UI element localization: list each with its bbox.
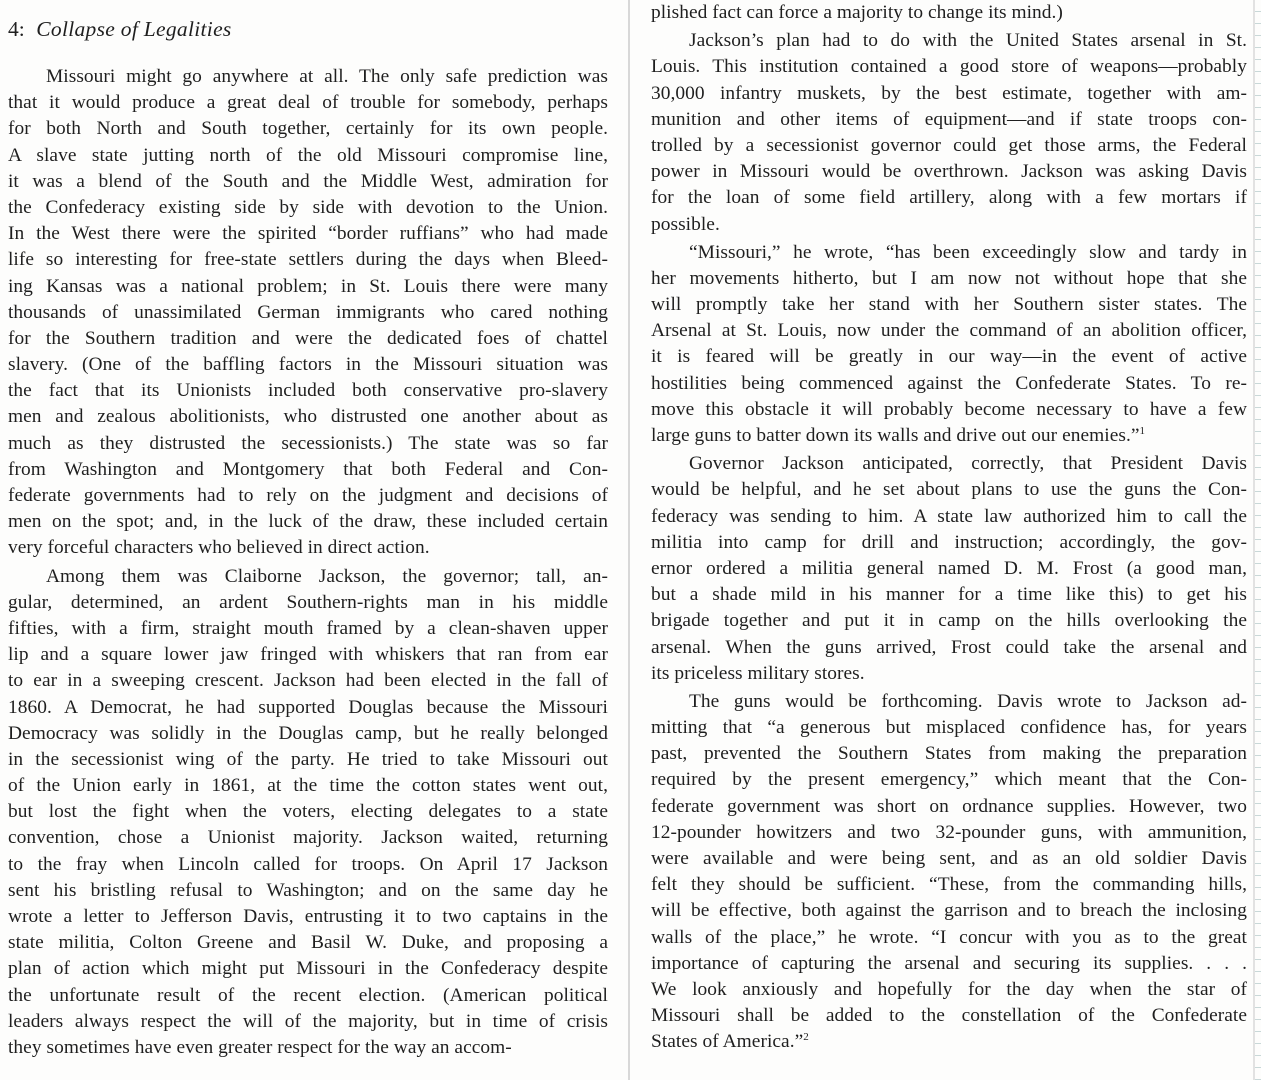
text-line: 1860. A Democrat, he had supported Douglas because the Missouri [8,696,608,718]
chapter-number: 4: [8,17,25,41]
text-line: from Washington and Montgomery that both Federal and Con- [8,458,608,480]
paragraph [8,564,608,1062]
text-line: Governor Jackson anticipated, correctly, that President Davis [689,453,1247,475]
text-line: federacy was sending to him. A state law authorized him to call the [651,505,1247,527]
text-line: brigade together and put it in camp on the hills overlooking the [651,610,1247,632]
text-line: men on the spot; and, in the luck of the draw, these included certain [8,511,608,533]
text-line: slavery. (One of the baffling factors in the Missouri situation was [8,354,608,376]
text-line: for both North and South together, certainly for its own people. [8,118,608,140]
text-line: militia into camp for drill and instruction; accordingly, the gov- [651,531,1247,553]
text-line: will be effective, both against the garrison and to breach the inclosing [651,900,1247,922]
paragraph [8,64,608,562]
text-line: but lost the fight when the voters, electing delegates to a state [8,801,608,823]
chapter-heading [8,0,608,58]
text-line: her movements hitherto, but I am now not without hope that she [651,267,1247,289]
paragraph [651,240,1247,450]
text-line: Among them was Claiborne Jackson, the governor; tall, an- [46,565,608,587]
text-line: Missouri might go anywhere at all. The only safe prediction was [46,66,608,87]
text-line: In the West there were the spirited “border ruffians” who had made [8,223,608,245]
text-line: large guns to batter down its walls and drive out our enemies.”$^1$ [651,425,1146,446]
text-line: very forceful characters who believed in direct action. [8,537,430,559]
text-line: arsenal. When the guns arrived, Frost could take the arsenal and [651,636,1247,658]
text-line: plished fact can force a majority to change its mind.) [651,2,1063,23]
text-line: required by the present emergency,” which meant that the Con- [651,769,1247,791]
right-column [651,0,1247,1056]
text-line: ing Kansas was a national problem; in St. Louis there were many [8,275,608,297]
text-line: ernor ordered a militia general named D. M. Frost (a good man, [651,557,1247,579]
text-line: much as they distrusted the secessionists.) The state was so far [8,432,608,454]
text-line: leaders always respect the will of the majority, but in time of crisis [8,1010,608,1032]
text-line: move this obstacle it will probably become necessary to have a few [651,398,1247,420]
text-line: men and zealous abolitionists, who distrusted one another about as [8,406,608,428]
text-line: fifties, with a firm, straight mouth framed by a clean-shaven upper [8,617,608,639]
chapter-title: Collapse of Legalities [36,17,232,41]
text-line: sent his bristling refusal to Washington; and on the same day he [8,879,608,901]
text-line: of the Union early in 1861, at the time the cotton states went out, [8,775,608,797]
text-line: were available and were being sent, and as an old soldier Davis [651,848,1247,869]
text-line: hostilities being commenced against the Confederate States. To re- [651,372,1247,394]
text-line: walls of the place,” he wrote. “I concur with you as to the great [651,926,1247,948]
text-line: will promptly take her stand with her Southern sister states. The [651,294,1247,316]
text-line: the Confederacy existing side by side with devotion to the Union. [8,196,608,218]
column-gutter-shadow [628,0,630,1080]
text-line: to the fray when Lincoln called for troops. On April 17 Jackson [8,853,608,875]
text-line: felt they should be sufficient. “These, from the commanding hills, [651,874,1247,896]
left-column [8,0,608,1061]
text-line: past, prevented the Southern States from making the preparation [651,743,1247,765]
text-line: “Missouri,” he wrote, “has been exceedingly slow and tardy in [689,241,1247,263]
text-line: plan of action which might put Missouri in the Confederacy despite [8,958,608,980]
text-line: state militia, Colton Greene and Basil W. Duke, and proposing a [8,932,608,954]
text-line: States of America.”$^2$ [651,1031,809,1053]
paragraph-continuation [651,0,1247,26]
text-line: federate government was short on ordnance supplies. However, two [651,795,1247,817]
text-line: gular, determined, an ardent Southern-rights man in his middle [8,591,608,613]
text-line: Democracy was solidly in the Douglas camp, but he really belonged [8,722,608,744]
text-line: The guns would be forthcoming. Davis wrote to Jackson ad- [689,690,1247,712]
text-line: Jackson’s plan had to do with the United States arsenal in St. [689,30,1247,52]
text-line: 12-pounder howitzers and two 32-pounder guns, with ammunition, [651,821,1247,843]
text-line: thousands of unassimilated German immigrants who cared nothing [8,301,608,323]
text-line: lip and a square lower jaw fringed with whiskers that ran from ear [8,644,608,666]
text-line: A slave state jutting north of the old Missouri compromise line, [8,144,608,166]
text-line: that it would produce a great deal of trouble for somebody, perhaps [8,92,608,114]
text-line: 30,000 infantry muskets, by the best estimate, together with am- [651,82,1247,104]
text-line: it was a blend of the South and the Middle West, admiration for [8,170,608,192]
text-line: Arsenal at St. Louis, now under the command of an abolition officer, [651,320,1247,342]
paragraph [651,689,1247,1056]
page-edge-ruling [1255,0,1261,1080]
text-line: Louis. This institution contained a good store of weapons—probably [651,56,1247,78]
paragraph [651,28,1247,238]
text-line: Missouri shall be added to the constellation of the Confederate [651,1005,1247,1027]
text-line: trolled by a secessionist governor could get those arms, the Federal [651,134,1247,156]
text-line: possible. [651,213,720,235]
text-line: wrote a letter to Jefferson Davis, entrusting it to two captains in the [8,906,608,927]
text-line: munition and other items of equipment—and if state troops con- [651,108,1247,130]
text-line: the fact that its Unionists included both conservative pro-slavery [8,380,608,402]
text-line: We look anxiously and hopefully for the day when the star of [651,978,1247,1000]
text-line: but a shade mild in his manner for a time like this) to get his [651,584,1247,606]
text-line: for the loan of some field artillery, along with a few mortars if [651,187,1247,209]
text-line: importance of capturing the arsenal and securing its supplies. . . . [651,952,1247,974]
text-line: for the Southern tradition and were the dedicated foes of chattel [8,327,608,349]
text-line: the unfortunate result of the recent election. (American political [8,984,608,1006]
text-line: its priceless military stores. [651,662,865,684]
text-line: to ear in a sweeping crescent. Jackson had been elected in the fall of [8,670,608,692]
text-line: in the secessionist wing of the party. He tried to take Missouri out [8,748,608,770]
text-line: convention, chose a Unionist majority. Jackson waited, returning [8,827,608,849]
text-line: would be helpful, and he set about plans to use the guns the Con- [651,479,1247,501]
footnote-marker: 1 [1139,425,1146,437]
footnote-marker: 2 [803,1031,809,1044]
text-line: they sometimes have even greater respect for the way an accom- [8,1036,512,1058]
text-line: mitting that “a generous but misplaced confidence has, for years [651,717,1247,739]
text-line: power in Missouri would be overthrown. Jackson was asking Davis [651,161,1247,183]
text-line: life so interesting for free-state settlers during the days when Bleed- [8,249,608,271]
text-line: federate governments had to rely on the judgment and decisions of [8,485,608,506]
text-line: it is feared will be greatly in our way—in the event of active [651,346,1247,368]
paragraph [651,451,1247,687]
